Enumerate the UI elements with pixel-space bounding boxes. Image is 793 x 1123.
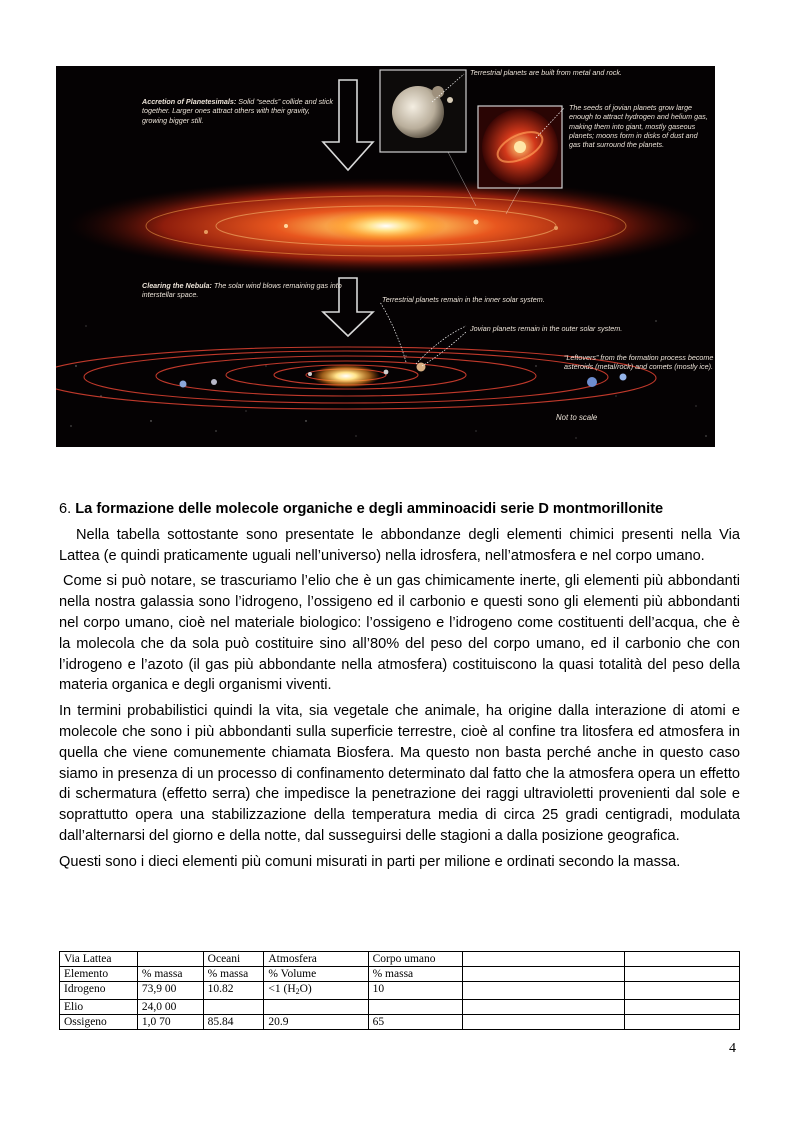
table-cell: Oceani — [203, 952, 264, 967]
table-cell: Corpo umano — [368, 952, 462, 967]
table-cell: Via Lattea — [60, 952, 138, 967]
table-header-row — [60, 967, 740, 982]
caption-clearing: Clearing the Nebula: The solar wind blows remaining gas into interstellar space. — [142, 281, 342, 300]
table-cell — [462, 1000, 624, 1015]
body-text — [59, 499, 740, 878]
table-row — [60, 1000, 740, 1015]
sun-icon — [312, 364, 380, 388]
page-number: 4 — [729, 1041, 736, 1056]
caption-jovian-remain: Jovian planets remain in the outer solar system. — [470, 324, 623, 333]
down-arrow-icon — [323, 80, 373, 170]
table-row — [60, 1015, 740, 1030]
elements-table — [59, 951, 740, 1030]
table-cell: 1,0 70 — [137, 1015, 203, 1030]
table-cell — [624, 952, 739, 967]
paragraph-3: In termini probabilistici quindi la vita, sia vegetale che animale, ha origine dalla interazione di atomi e molecole che sono i più abbondanti sulla superficie terrestre, cioè al confine tra litosfera ed atmosfera in quella che viene comunemente chiamata Biosfera. Ma questo non basta perché anche in questo caso siamo in presenza di un processo di confinamento determinato dal fatto che la atmosfera opera un effetto di schermatura (effetto serra) che impedisce la penetrazione dei raggi ultravioletti provenienti dal sole e soprattutto opera una stabilizzazione della temperatura media di circa 25 gradi centigradi, modulata dall’alternarsi del giorno e della notte, dal susseguirsi delle stagioni a dalla posizione geografica. — [59, 703, 740, 844]
table-row — [60, 982, 740, 1000]
caption-not-to-scale: Not to scale — [556, 413, 598, 422]
caption-jovian-seeds: The seeds of jovian planets grow large enough to attract hydrogen and helium gas, making them into giant, mostly gaseous planets; moons form in disks of dust and gas that surround the planets. — [569, 103, 708, 150]
paragraph-2: Come si può notare, se trascuriamo l’elio che è un gas chimicamente inerte, gli elementi più abbondanti nella nostra galassia sono l’idrogeno, l’ossigeno ed il carbonio e questi sono gli elementi più abbondanti nel corpo umano, cioè nel materiale biologico: l’ossigeno e l’idrogeno come costituenti dell’acqua, che è la molecola che da sola può costituire sino all’80% del peso del corpo umano, ed il carbonio che con l’idrogeno e l’azoto (il gas più abbondante nella atmosfera) costituiscono la quasi totalità del peso della materia organica e degli organismi viventi. — [59, 573, 740, 694]
table-cell: Elemento — [60, 967, 138, 982]
table-cell — [203, 1000, 264, 1015]
table-cell — [137, 952, 203, 967]
table-cell: 20.9 — [264, 1015, 368, 1030]
table-cell — [462, 982, 624, 1000]
table-cell — [462, 1015, 624, 1030]
table-cell: % massa — [368, 967, 462, 982]
inset-jovian-seed — [478, 106, 562, 188]
table-cell: 10 — [368, 982, 462, 1000]
planets — [180, 363, 627, 388]
inset-terrestrial-planet — [380, 70, 466, 152]
table-cell: Atmosfera — [264, 952, 368, 967]
table-cell: Ossigeno — [60, 1015, 138, 1030]
section-number: 6 — [59, 501, 68, 517]
table-cell — [462, 967, 624, 982]
table-cell: 85.84 — [203, 1015, 264, 1030]
table-cell: 65 — [368, 1015, 462, 1030]
table-cell: Elio — [60, 1000, 138, 1015]
table-intro: Questi sono i dieci elementi più comuni misurati in parti per milione e ordinati secondo la massa. — [59, 853, 681, 870]
table-cell: 10.82 — [203, 982, 264, 1000]
paragraph-1: Nella tabella sottostante sono presentate le abbondanze degli elementi chimici presenti nella Via Lattea (e quindi praticamente uguali nell’universo) nella idrosfera, nell’atmosfera e nel corpo umano. — [59, 526, 740, 564]
table-cell: % massa — [203, 967, 264, 982]
table-cell: 24,0 00 — [137, 1000, 203, 1015]
table-cell: % Volume — [264, 967, 368, 982]
table-cell — [624, 967, 739, 982]
table-cell — [462, 952, 624, 967]
table-cell-h2o: <1 $(H_2O)$ — [264, 982, 368, 1000]
table-cell — [368, 1000, 462, 1015]
section-heading: 6. La formazione delle molecole organiche e degli amminoacidi serie D montmorillonite — [59, 501, 664, 517]
solar-system-formation-figure — [56, 66, 715, 447]
section-title: La formazione delle molecole organiche e degli amminoacidi serie D montmorillonite — [75, 501, 664, 517]
table-cell — [624, 982, 739, 1000]
table-cell: % massa — [137, 967, 203, 982]
table-cell: 73,9 00 — [137, 982, 203, 1000]
protoplanetary-disk — [68, 178, 704, 274]
table-cell: Idrogeno — [60, 982, 138, 1000]
table-cell — [624, 1015, 739, 1030]
caption-terrestrial-remain: Terrestrial planets remain in the inner solar system. — [382, 295, 545, 304]
table-cell — [264, 1000, 368, 1015]
caption-terrestrial-built: Terrestrial planets are built from metal and rock. — [470, 68, 622, 77]
caption-accretion: Accretion of Planetesimals: Solid “seeds” collide and stick together. Larger ones attract others with their gravity, growing bigger still. — [142, 97, 333, 125]
table-cell — [624, 1000, 739, 1015]
caption-leftovers: “Leftovers” from the formation process become asteroids (metal/rock) and comets (mostly ice). — [564, 353, 714, 372]
table-header-row — [60, 952, 740, 967]
